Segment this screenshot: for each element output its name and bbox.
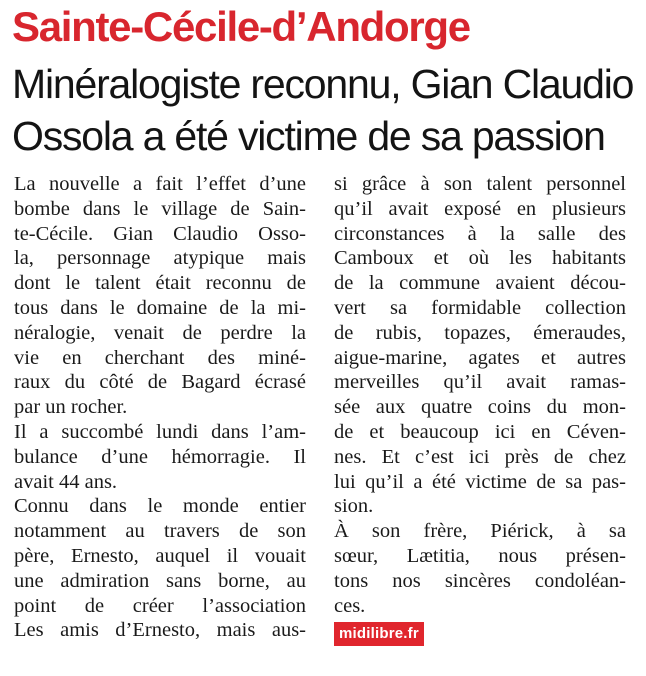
body-line: la, personnage atypique mais bbox=[14, 247, 306, 270]
body-line: À son frère, Piérick, à sa bbox=[334, 520, 626, 543]
headline bbox=[12, 58, 637, 162]
body-line: raux du côté de Bagard écrasé bbox=[14, 371, 306, 394]
body-column-right bbox=[334, 172, 626, 646]
body-line: vie en cherchant des miné- bbox=[14, 346, 306, 369]
body-line: merveilles qu’il avait ramas- bbox=[334, 371, 626, 394]
body-line: de la commune avaient décou- bbox=[334, 272, 626, 295]
body-line: Il a succombé lundi dans l’am- bbox=[14, 420, 306, 443]
body-line: bulance d’une hémorragie. Il bbox=[14, 445, 306, 468]
body-line: une admiration sans borne, au bbox=[14, 569, 306, 592]
body-line: Connu dans le monde entier bbox=[14, 495, 306, 518]
body-line: aigue-marine, agates et autres bbox=[334, 346, 626, 369]
body-line: notamment au travers de son bbox=[14, 520, 306, 543]
body-line: Camboux et où les habitants bbox=[334, 247, 626, 270]
headline-line: Ossola a été victime de sa passion bbox=[12, 113, 605, 159]
body-line: lui qu’il a été victime de sa pas- bbox=[334, 470, 626, 493]
body-line: sion. bbox=[334, 495, 374, 518]
body-line: si grâce à son talent personnel bbox=[334, 173, 626, 195]
body-line: qu’il avait exposé en plusieurs bbox=[334, 197, 626, 220]
location-kicker: Sainte-Cécile-d’Andorge bbox=[12, 3, 470, 50]
body-line: nes. Et c’est ici près de chez bbox=[334, 445, 626, 468]
body-line: circonstances à la salle des bbox=[334, 222, 626, 245]
body-line: te-Cécile. Gian Claudio Osso- bbox=[14, 222, 306, 245]
body-line: point de créer l’association bbox=[14, 594, 306, 617]
headline-line: Minéralogiste reconnu, Gian Claudio bbox=[12, 61, 634, 107]
body-line: ces. bbox=[334, 594, 366, 617]
body-line: père, Ernesto, auquel il vouait bbox=[14, 544, 306, 567]
body-line: sée aux quatre coins du mon- bbox=[334, 396, 626, 419]
body-line: sœur, Lætitia, nous présen- bbox=[334, 544, 626, 567]
body-line: par un rocher. bbox=[14, 396, 128, 419]
body-line: de et beaucoup ici en Céven- bbox=[334, 420, 626, 443]
midilibre-logo: midilibre.fr bbox=[334, 622, 424, 646]
body-line: tons nos sincères condoléan- bbox=[334, 569, 626, 592]
body-line: Les amis d’Ernesto, mais aus- bbox=[14, 619, 306, 642]
body-line: tous dans le domaine de la mi- bbox=[14, 296, 306, 319]
body-line: de rubis, topazes, émeraudes, bbox=[334, 321, 626, 344]
body-column-left bbox=[14, 172, 306, 643]
body-line: avait 44 ans. bbox=[14, 470, 118, 493]
body-line: La nouvelle a fait l’effet d’une bbox=[14, 173, 306, 195]
body-line: dont le talent était reconnu de bbox=[14, 272, 306, 295]
body-line: néralogie, venait de perdre la bbox=[14, 321, 306, 344]
body-line: vert sa formidable collection bbox=[334, 296, 626, 319]
body-line: bombe dans le village de Sain- bbox=[14, 197, 306, 220]
